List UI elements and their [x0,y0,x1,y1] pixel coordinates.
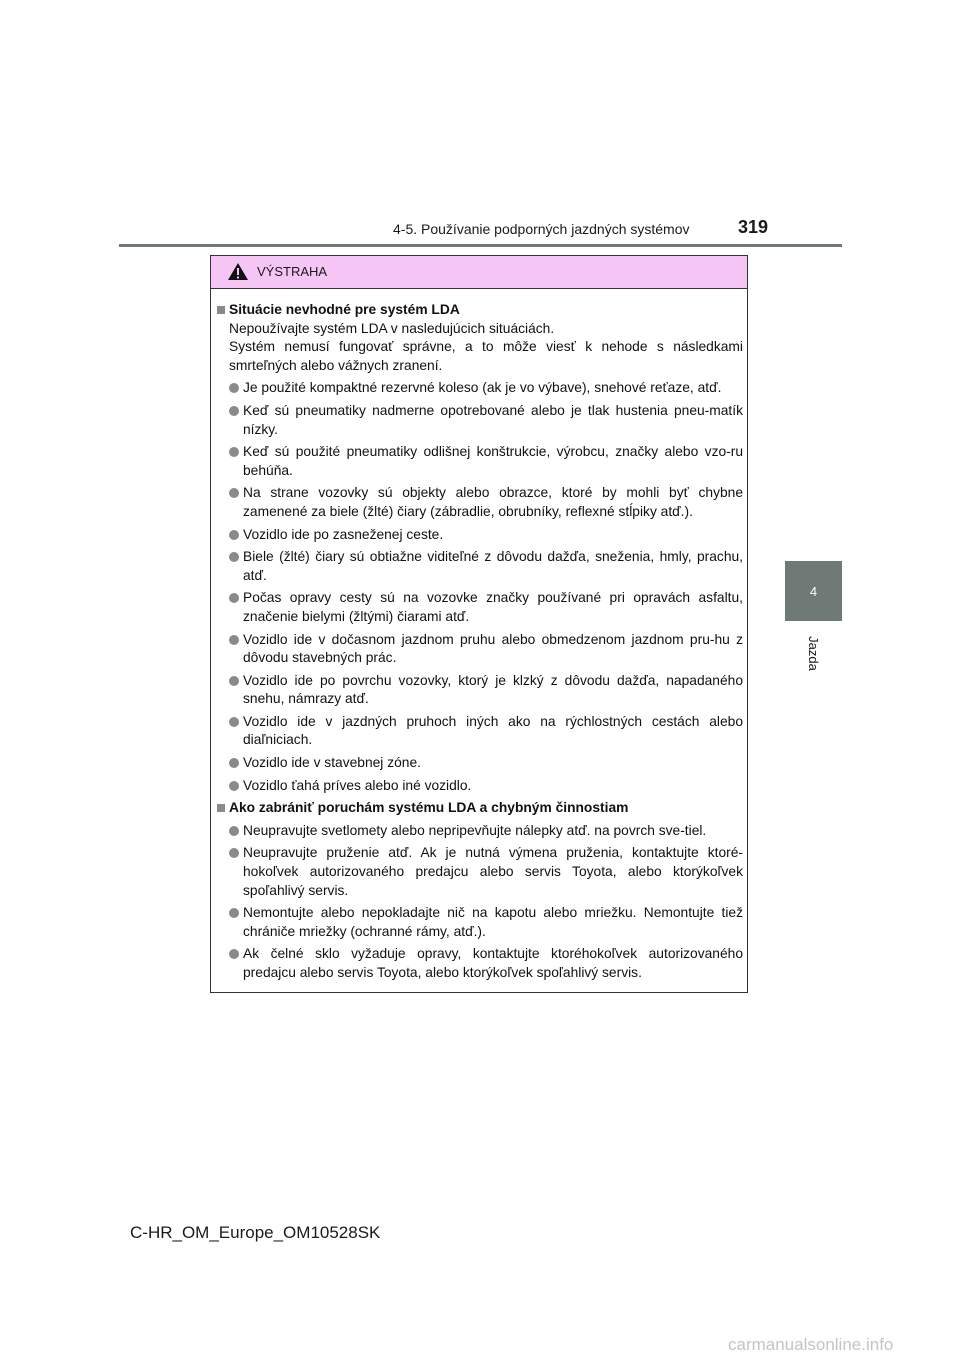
list-item [217,672,743,709]
section-heading [217,301,743,320]
list-item [217,777,743,796]
bullet-dot-icon [229,383,239,393]
list-item-text: Vozidlo ťahá príves alebo iné vozidlo. [243,777,472,793]
section-intro-2: Systém nemusí fungovať správne, a to môže viesť k nehode s následkami smrteľných alebo vážnych zranení. [229,339,743,373]
list-item [217,443,743,480]
list-item [217,844,743,900]
list-item [217,822,743,841]
bullet-dot-icon [229,447,239,457]
list-item [217,379,743,398]
list-item [217,631,743,668]
bullet-dot-icon [229,717,239,727]
bullet-list [217,822,743,983]
bullet-dot-icon [229,593,239,603]
list-item [217,402,743,439]
list-item-text: Je použité kompaktné rezervné koleso (ak je vo výbave), snehové reťaze, atď. [243,380,722,396]
warning-body [217,301,743,987]
list-item [217,526,743,545]
list-item-text: Keď sú pneumatiky nadmerne opotrebované alebo je tlak hustenia pneu-matík nízky. [243,402,743,437]
header-section-title: 4-5. Používanie podporných jazdných systémov [393,221,690,237]
list-item-text: Počas opravy cesty sú na vozovke značky používané pri opravách asfaltu, značenie bielymi (žltými) čiarami atď. [243,590,743,624]
list-item [217,713,743,750]
bullet-dot-icon [229,826,239,836]
list-item [217,904,743,941]
warning-triangle-icon [227,262,249,281]
bullet-list [217,379,743,795]
chapter-tab [785,561,842,621]
bullet-dot-icon [229,635,239,645]
bullet-dot-icon [229,949,239,959]
list-item [217,754,743,773]
bullet-dot-icon [229,758,239,768]
warning-title: VÝSTRAHA [257,264,328,279]
list-item [217,484,743,521]
section-heading-text: Situácie nevhodné pre systém LDA [229,302,460,317]
list-item-text: Vozidlo ide v jazdných pruhoch iných ako na rýchlostných cestách alebo diaľniciach. [243,713,743,748]
bullet-dot-icon [229,848,239,858]
list-item-text: Biele (žlté) čiary sú obtiažne viditeľné z dôvodu dažďa, sneženia, hmly, prachu, atď. [243,549,743,583]
warning-header [211,256,747,289]
section-intro: Nepoužívajte systém LDA v nasledujúcich situáciách. [229,320,555,336]
list-item-text: Vozidlo ide po zasneženej ceste. [243,526,444,542]
list-item-text: Vozidlo ide v stavebnej zóne. [243,755,421,771]
page-number: 319 [738,217,769,237]
bullet-dot-icon [229,530,239,540]
list-item-text: Vozidlo ide v dočasnom jazdnom pruhu alebo obmedzenom jazdnom pru-hu z dôvodu stavebných prác. [243,631,743,666]
square-bullet-icon [217,804,225,812]
list-item-text: Nemontujte alebo nepokladajte nič na kapotu alebo mriežku. Nemontujte tiež chrániče mriežky (ochranné rámy, atď.). [243,905,743,939]
list-item-text: Neupravujte pruženie atď. Ak je nutná výmena pruženia, kontaktujte ktoré-hokoľvek autorizovaného predajcu alebo servis Toyota, alebo ktorýkoľvek spoľahlivý servis. [243,845,743,898]
list-item-text: Vozidlo ide po povrchu vozovky, ktorý je klzký z dôvodu dažďa, napadaného snehu, námrazy atď. [243,672,743,707]
section-heading-text: Ako zabrániť poruchám systému LDA a chybným činnostiam [229,800,629,816]
bullet-dot-icon [229,781,239,791]
bullet-dot-icon [229,406,239,416]
list-item-text: Ak čelné sklo vyžaduje opravy, kontaktujte ktoréhokoľvek autorizovaného predajcu alebo servis Toyota, alebo ktorýkoľvek spoľahlivý servis. [243,946,743,980]
warning-box [210,255,748,993]
list-item [217,945,743,982]
document-code: C-HR_OM_Europe_OM10528SK [130,1223,381,1242]
list-item [217,589,743,626]
bullet-dot-icon [229,676,239,686]
bullet-dot-icon [229,488,239,498]
bullet-dot-icon [229,552,239,562]
section-heading [217,799,743,818]
header-rule [119,244,842,247]
square-bullet-icon [217,306,225,314]
list-item-text: Neupravujte svetlomety alebo nepripevňujte nálepky atď. na povrch sve-tiel. [243,822,707,838]
chapter-label-text: Jazda [805,635,821,671]
list-item-text: Na strane vozovky sú objekty alebo obrazce, ktoré by mohli byť chybne zamenené za biele (žlté) čiary (zábradlie, obrubníky, reflexné stĺpiky atď.). [243,485,743,519]
list-item-text: Keď sú použité pneumatiky odlišnej konštrukcie, výrobcu, značky alebo vzo-ru behúňa. [243,444,743,478]
chapter-number: 4 [809,583,818,599]
bullet-dot-icon [229,908,239,918]
chapter-label [780,628,846,678]
list-item [217,548,743,585]
site-watermark: carmanualsonline.info [728,1335,894,1354]
